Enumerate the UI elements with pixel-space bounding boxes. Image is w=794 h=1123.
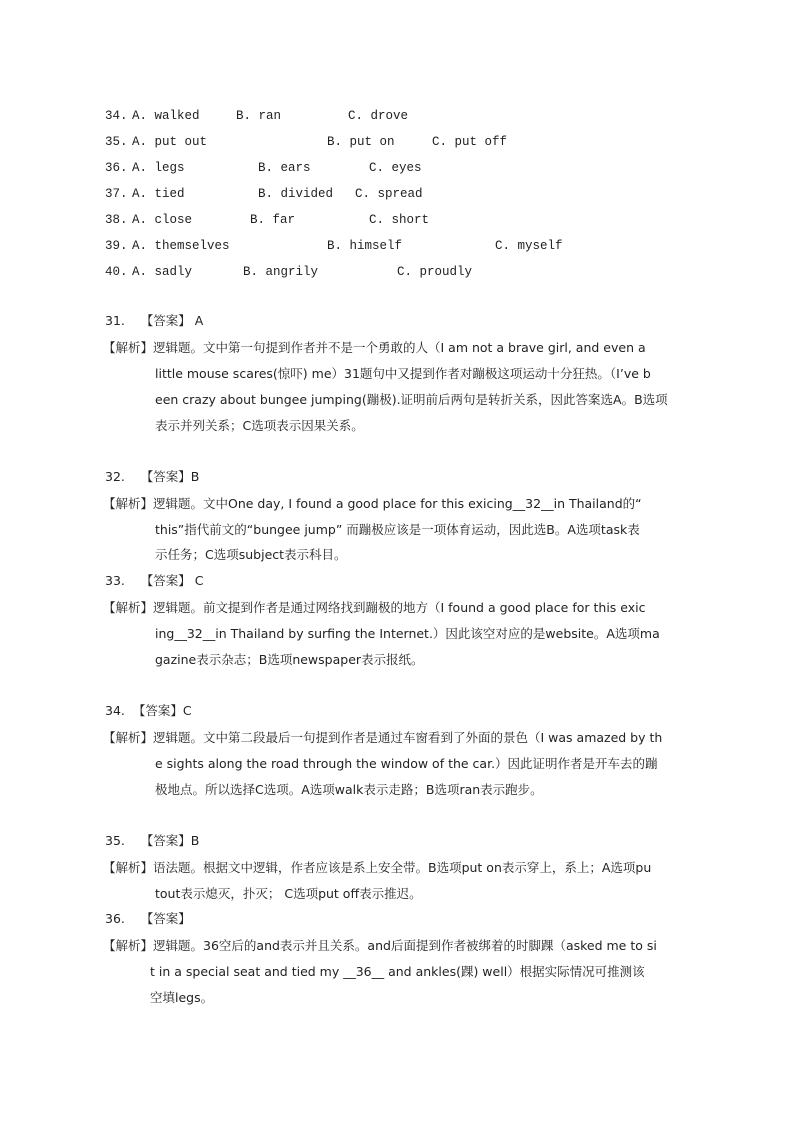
answer-32-line-2: this”指代前文的“bungee jump” 而蹦极应该是一项体育运动，因此选B。A选项task表 bbox=[155, 522, 640, 537]
answer-34-header: 34. 【答案】C bbox=[105, 703, 192, 718]
answer-31-line-3: een crazy about bungee jumping(蹦极).证明前后两句是转折关系，因此答案选A。B选项 bbox=[155, 392, 668, 407]
answer-35-line-2: tout表示熄灭，扑灭； C选项put off表示推迟。 bbox=[155, 886, 422, 901]
answer-32-line-1: 【解析】逻辑题。文中One day, I found a good place for this exicing__32__in Thailand的“ bbox=[103, 496, 642, 511]
answer-31-line-1: 【解析】逻辑题。文中第一句提到作者并不是一个勇敢的人（I am not a brave girl, and even a bbox=[103, 340, 646, 355]
answer-33-line-2: ing__32__in Thailand by surfing the Internet.）因此该空对应的是website。A选项ma bbox=[155, 626, 660, 641]
answer-33-line-3: gazine表示杂志；B选项newspaper表示报纸。 bbox=[155, 652, 424, 667]
answer-36-line-2: t in a special seat and tied my __36__ and ankles(踝) well）根据实际情况可推测该 bbox=[150, 964, 645, 979]
answer-32-line-3: 示任务；C选项subject表示科目。 bbox=[155, 547, 347, 562]
answer-36-line-1: 【解析】逻辑题。36空后的and表示并且关系。and后面提到作者被绑着的时脚踝（asked me to si bbox=[103, 938, 657, 953]
answer-32-header: 32. 【答案】B bbox=[105, 469, 200, 484]
answer-34-line-3: 极地点。所以选择C选项。A选项walk表示走路；B选项ran表示跑步。 bbox=[155, 782, 543, 797]
answer-34-line-1: 【解析】逻辑题。文中第二段最后一句提到作者是通过车窗看到了外面的景色（I was amazed by th bbox=[103, 730, 663, 745]
answer-33-line-1: 【解析】逻辑题。前文提到作者是通过网络找到蹦极的地方（I found a good place for this exic bbox=[103, 600, 646, 615]
answer-31-header: 31. 【答案】 A bbox=[105, 313, 204, 328]
answer-35-header: 35. 【答案】B bbox=[105, 833, 200, 848]
answer-31-line-2: little mouse scares(惊吓) me）31题句中又提到作者对蹦极这项运动十分狂热。（I’ve b bbox=[155, 366, 651, 381]
answer-36-header: 36. 【答案】 bbox=[105, 911, 191, 926]
document-page: 34. A. walked B. ran C. drove 35. A. put out B. put on C. put off 36. A. legs B. ears C. eyes 37. A. tied B. divided C. spread 38. A. close B. far C. short 39. A. themselves B. himself C. myself 40. A. sadly B. angrily C. proudly 31. 【答案】 A 【解析】逻辑题。文中第一句提到作者并不是一个勇敢的人（I am not a brave girl, and even a little mouse scares(惊吓) me）31题句中又提到作者对蹦极这项运动十分狂热。（I’ve b een crazy about bungee jumping(蹦极).证明前后两句是转折关系，因此答案选A。B选项 表示并列关系；C选项表示因果关系。 32. 【答案】B 【解析】逻辑题。文中One day, I found a good place for this exicing__32__in Thailand的“ this”指代前文的“bungee jump” 而蹦极应该是一项体育运动，因此选B。A选项task表 示任务；C选项subject表示科目。 33. 【答案】 C 【解析】逻辑题。前文提到作者是通过网络找到蹦极的地方（I found a good place for this exic ing__32__in Thailand by surfing the Internet.）因此该空对应的是website。A选项ma gazine表示杂志；B选项newspaper表示报纸。 34. 【答案】C 【解析】逻辑题。文中第二段最后一句提到作者是通过车窗看到了外面的景色（I was amazed by th e sights along the road through the window of the car.）因此证明作者是开车去的蹦 极地点。所以选择C选项。A选项walk表示走路；B选项ran表示跑步。 35. 【答案】B 【解析】语法题。根据文中逻辑，作者应该是系上安全带。B选项put on表示穿上，系上；A选项pu tout表示熄灭，扑灭； C选项put off表示推迟。 36. 【答案】 【解析】逻辑题。36空后的and表示并且关系。and后面提到作者被绑着的时脚踝（asked me to si t in a special seat and tied my __36__ and ankles(踝) well）根据实际情况可推测该 空填legs。 bbox=[0, 0, 794, 1123]
answer-31-line-4: 表示并列关系；C选项表示因果关系。 bbox=[155, 418, 364, 433]
answer-34-line-2: e sights along the road through the window of the car.）因此证明作者是开车去的蹦 bbox=[155, 756, 658, 771]
answer-35-line-1: 【解析】语法题。根据文中逻辑，作者应该是系上安全带。B选项put on表示穿上，系上；A选项pu bbox=[103, 860, 652, 875]
answer-36-line-3: 空填legs。 bbox=[150, 990, 214, 1005]
answer-33-header: 33. 【答案】 C bbox=[105, 573, 204, 588]
